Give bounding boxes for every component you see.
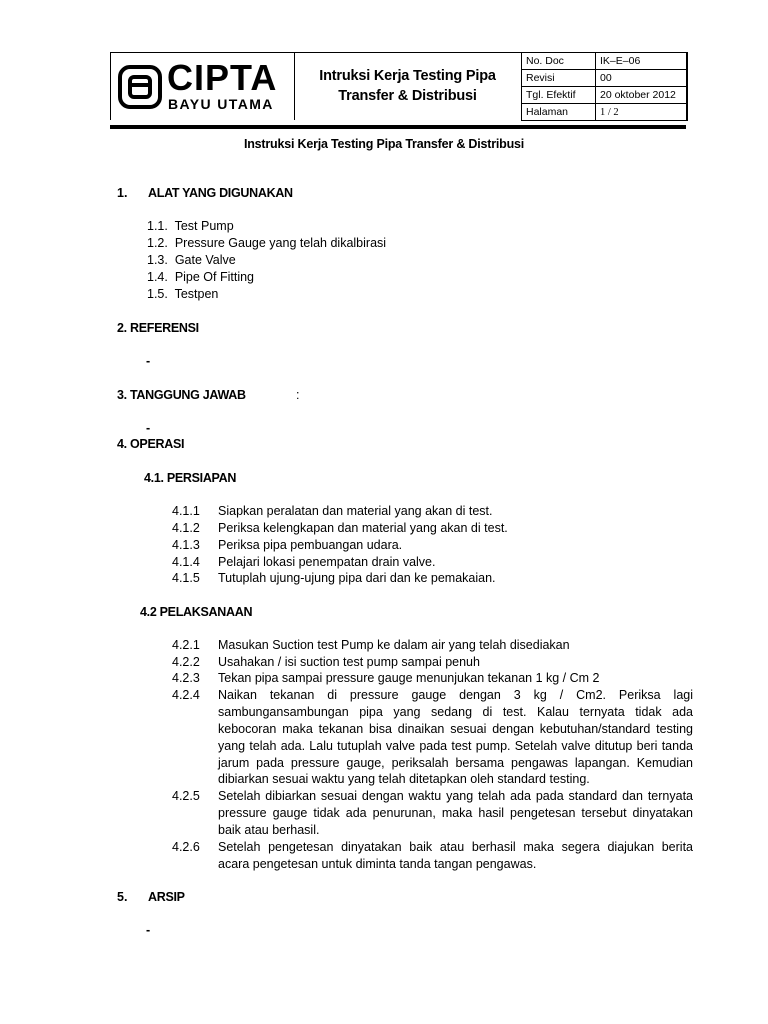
list-item: 1.4. Pipe Of Fitting	[147, 270, 255, 284]
step-number: 4.2.4	[172, 688, 200, 702]
doc-info-label: Halaman	[522, 104, 596, 121]
step-text: Tutuplah ujung-ujung pipa dari dan ke pemakaian.	[218, 571, 496, 585]
step-text-line: jarum pada pressure gauge, periksalah bersama pengawas lapangan. Kemudian	[218, 756, 693, 770]
logo-main-text: CIPTA	[167, 57, 278, 98]
doc-info-value: 00	[596, 70, 688, 87]
doc-info-row	[522, 53, 688, 70]
header-title-line1: Intruksi Kerja Testing Pipa	[319, 68, 496, 84]
header-title-line2: Transfer & Distribusi	[338, 88, 477, 104]
doc-info-row	[522, 87, 688, 104]
step-text-line: sambungansambungan pipa yang sedang di test. Kalau ternyata tidak ada	[218, 705, 693, 719]
section4-heading: 4. OPERASI	[117, 437, 185, 451]
section2-heading: 2. REFERENSI	[117, 321, 199, 335]
list-item: 1.5. Testpen	[147, 287, 219, 301]
step-text-line: Setelah pengetesan dinyatakan baik atau berhasil maka segera diajukan berita	[218, 840, 693, 854]
step-text: Pelajari lokasi penempatan drain valve.	[218, 555, 436, 569]
section3-heading: 3. TANGGUNG JAWAB	[117, 388, 246, 402]
step-number: 4.1.1	[172, 504, 200, 518]
doc-info-row	[522, 70, 688, 87]
doc-info-value: 1 / 2	[596, 104, 688, 121]
step-text: Usahakan / isi suction test pump sampai penuh	[218, 655, 480, 669]
doc-info-label: Tgl. Efektif	[522, 87, 596, 104]
step-text-line: Setelah dibiarkan sesuai dengan waktu yang telah ada pada standard dan ternyata	[218, 789, 693, 803]
doc-info-value: 20 oktober 2012	[596, 87, 688, 104]
section5-number: 5.	[117, 890, 128, 904]
step-text-line: baik atau berhasil.	[218, 823, 320, 837]
step-number: 4.1.2	[172, 521, 200, 535]
document-title: Instruksi Kerja Testing Pipa Transfer & Distribusi	[243, 137, 525, 151]
step-text: Siapkan peralatan dan material yang akan di test.	[218, 504, 493, 518]
doc-info-row	[522, 104, 688, 121]
header-title	[295, 66, 520, 106]
step-text: Periksa kelengkapan dan material yang akan di test.	[218, 521, 508, 535]
step-text-line: yang telah ada. Lalu tutuplah valve pada test pump. Setelah valve ditutup beri tanda	[218, 739, 693, 753]
list-item: 1.1. Test Pump	[147, 219, 234, 233]
section4-2-heading: 4.2 PELAKSANAAN	[140, 605, 253, 619]
step-number: 4.1.3	[172, 538, 200, 552]
section1-number: 1.	[117, 186, 128, 200]
doc-info-value: IK–E–06	[596, 53, 688, 70]
step-number: 4.2.6	[172, 840, 200, 854]
step-text-line: acara pengetesan untuk diminta tanda tangan pengawas.	[218, 857, 537, 871]
step-number: 4.1.5	[172, 571, 200, 585]
step-text-line: dibiarkan sesuai waktu yang telah ditetapkan oleh standard testing.	[218, 772, 590, 786]
step-number: 4.2.1	[172, 638, 200, 652]
step-number: 4.2.2	[172, 655, 200, 669]
doc-info-label: No. Doc	[522, 53, 596, 70]
document-info-table	[521, 52, 688, 121]
step-text: Masukan Suction test Pump ke dalam air yang telah disediakan	[218, 638, 570, 652]
section5-content: -	[146, 923, 151, 937]
doc-info-label: Revisi	[522, 70, 596, 87]
step-number: 4.2.3	[172, 671, 200, 685]
section3-colon: :	[296, 388, 300, 402]
step-number: 4.1.4	[172, 555, 200, 569]
step-text-line: Naikan tekanan di pressure gauge dengan 3 kg / Cm2. Periksa lagi	[218, 688, 693, 702]
section5-heading: ARSIP	[148, 890, 185, 904]
logo-mark-icon	[118, 65, 162, 109]
list-item: 1.3. Gate Valve	[147, 253, 236, 267]
step-text: Tekan pipa sampai pressure gauge menunjukan tekanan 1 kg / Cm 2	[218, 671, 600, 685]
step-text-line: kebocoran maka tekanan bisa dinaikan sesuai dengan kebutuhan/standard testing	[218, 722, 693, 736]
step-text-line: pressure gauge tidak ada penurunan, maka hasil pengetesan tersebut dinyatakan	[218, 806, 693, 820]
section4-1-heading: 4.1. PERSIAPAN	[144, 471, 237, 485]
header-separator	[110, 125, 686, 129]
list-item: 1.2. Pressure Gauge yang telah dikalbirasi	[147, 236, 387, 250]
section1-heading: ALAT YANG DIGUNAKAN	[148, 186, 293, 200]
step-number: 4.2.5	[172, 789, 200, 803]
header-left-border	[110, 52, 111, 120]
step-text: Periksa pipa pembuangan udara.	[218, 538, 403, 552]
logo-sub-text: BAYU UTAMA	[168, 96, 274, 112]
section2-content: -	[146, 354, 151, 368]
section3-content: -	[146, 421, 151, 435]
